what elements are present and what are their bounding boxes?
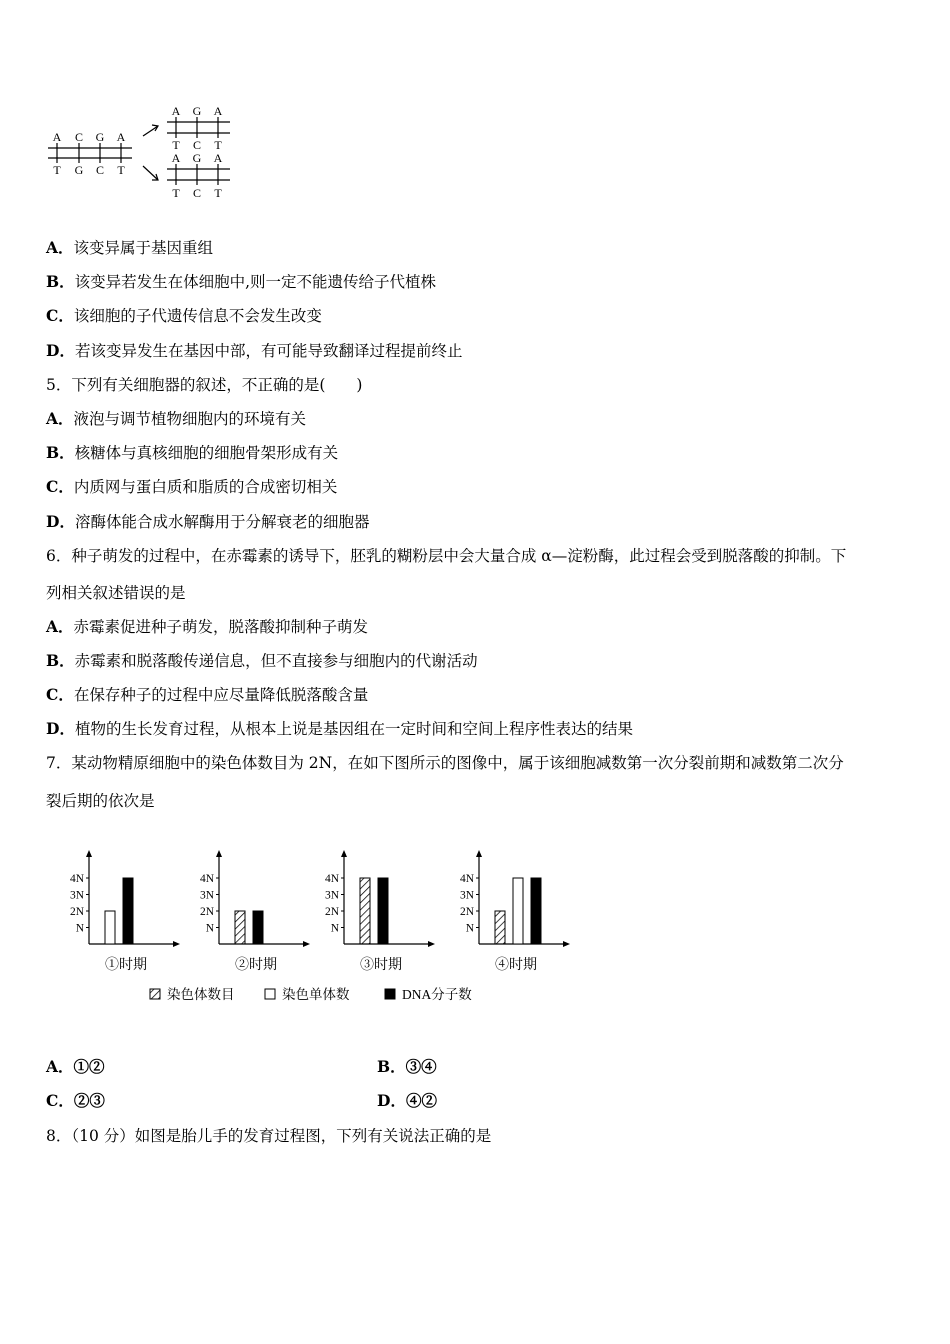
option-label: C．: [46, 685, 74, 704]
legend-swatch: [150, 989, 160, 999]
base-label: C: [192, 186, 202, 200]
y-tick-label: 2N: [199, 906, 214, 918]
legend-label: 染色单体数: [282, 987, 350, 1002]
bar-chromosome: [360, 878, 370, 944]
base-label: C: [95, 163, 105, 177]
x-axis-arrow: [303, 941, 310, 947]
option-label: C．: [46, 306, 74, 325]
option-label: B．: [46, 272, 75, 291]
y-axis-arrow: [86, 850, 92, 857]
base-label: G: [192, 151, 202, 165]
q7-bar-charts: [55, 840, 585, 1015]
option-text: 植物的生长发育过程，从根本上说是基因组在一定时间和空间上程序性表达的结果: [74, 720, 633, 738]
bar-dna: [531, 878, 541, 944]
option-text: 该细胞的子代遗传信息不会发生改变: [73, 307, 322, 325]
option-text: ③④: [405, 1057, 437, 1076]
q5-option-c[interactable]: [46, 475, 337, 497]
y-tick-label: N: [465, 922, 474, 935]
legend-item: [265, 986, 350, 1002]
x-axis-arrow: [173, 941, 180, 947]
q4-option-a[interactable]: [46, 236, 213, 258]
y-tick-label: 2N: [69, 906, 84, 918]
legend-label: 染色体数目: [167, 987, 235, 1002]
option-label: A．: [46, 238, 74, 257]
base-label: T: [214, 138, 222, 152]
option-label: B．: [46, 443, 75, 462]
panel-label: ①时期: [105, 958, 147, 973]
y-axis-arrow: [216, 850, 222, 857]
dna-mutation-figure: [40, 100, 240, 210]
q7-option-a[interactable]: [46, 1055, 105, 1077]
option-text: 液泡与调节植物细胞内的环境有关: [73, 410, 307, 428]
option-text: 核糖体与真核细胞的细胞骨架形成有关: [74, 444, 339, 462]
chart-panel: [460, 850, 570, 973]
q8-stem: 8．（10 分）如图是胎儿手的发育过程图，下列有关说法正确的是: [46, 1127, 492, 1145]
option-text: 该变异属于基因重组: [73, 239, 214, 257]
q5-option-a[interactable]: [46, 407, 306, 429]
option-text: ④②: [405, 1091, 437, 1110]
y-tick-label: N: [75, 922, 84, 935]
base-label: T: [172, 186, 180, 200]
q7-option-b[interactable]: [377, 1055, 437, 1077]
bar-dna: [123, 878, 133, 944]
option-label: D．: [377, 1091, 406, 1110]
bar-dna: [253, 911, 263, 944]
q6-option-a[interactable]: [46, 615, 368, 637]
y-axis-arrow: [341, 850, 347, 857]
option-text: 赤霉素和脱落酸传递信息，但不直接参与细胞内的代谢活动: [74, 652, 478, 670]
q7-option-d[interactable]: [377, 1089, 437, 1111]
base-label: T: [214, 186, 222, 200]
bar-chromatid: [513, 878, 523, 944]
base-label: A: [213, 104, 223, 118]
option-label: B．: [377, 1057, 406, 1076]
legend-label: DNA分子数: [402, 987, 472, 1002]
base-label: T: [117, 163, 125, 177]
y-tick-label: 4N: [199, 873, 214, 885]
bar-chromatid: [105, 911, 115, 944]
base-label: A: [213, 151, 223, 165]
y-tick-label: 4N: [459, 873, 474, 885]
option-label: C．: [46, 1091, 74, 1110]
bar-dna: [378, 878, 388, 944]
panel-label: ②时期: [235, 958, 277, 973]
q5-option-d[interactable]: [46, 510, 369, 532]
y-tick-label: 2N: [459, 906, 474, 918]
q7-stem-line1: 7．某动物精原细胞中的染色体数目为 2N，在如下图所示的图像中，属于该细胞减数第一次分裂前期和减数第二次分: [46, 754, 844, 772]
chart-panel: [70, 850, 180, 973]
base-label: A: [171, 104, 181, 118]
q7-stem-line2: 裂后期的依次是: [46, 792, 155, 810]
y-tick-label: N: [205, 922, 214, 935]
base-label: A: [52, 130, 62, 144]
legend-item: [385, 986, 472, 1002]
option-label: D．: [46, 719, 75, 738]
option-text: ②③: [73, 1091, 105, 1110]
base-label: T: [53, 163, 61, 177]
legend-swatch: [385, 989, 395, 999]
base-label: A: [116, 130, 126, 144]
x-axis-arrow: [428, 941, 435, 947]
base-label: G: [95, 130, 105, 144]
q5-stem: 5．下列有关细胞器的叙述，不正确的是( ): [46, 376, 363, 394]
y-tick-label: 2N: [324, 906, 339, 918]
option-text: 赤霉素促进种子萌发，脱落酸抑制种子萌发: [73, 618, 369, 636]
q4-option-b[interactable]: [46, 270, 436, 292]
base-label: G: [74, 163, 84, 177]
bar-chromosome: [495, 911, 505, 944]
q5-option-b[interactable]: [46, 441, 338, 463]
option-label: C．: [46, 477, 74, 496]
legend-swatch: [265, 989, 275, 999]
option-label: D．: [46, 512, 75, 531]
option-text: 该变异若发生在体细胞中,则一定不能遗传给子代植株: [74, 273, 437, 291]
option-label: A．: [46, 1057, 74, 1076]
bar-chromosome: [235, 911, 245, 944]
option-text: ①②: [73, 1057, 105, 1076]
base-label: A: [171, 151, 181, 165]
y-tick-label: 4N: [69, 873, 84, 885]
base-label: C: [74, 130, 84, 144]
q6-option-b[interactable]: [46, 649, 478, 671]
option-text: 在保存种子的过程中应尽量降低脱落酸含量: [73, 686, 369, 704]
y-axis-arrow: [476, 850, 482, 857]
chart-panel: [325, 850, 435, 973]
x-axis-arrow: [563, 941, 570, 947]
q4-option-d[interactable]: [46, 339, 462, 361]
q6-stem-line1: 6．种子萌发的过程中，在赤霉素的诱导下，胚乳的糊粉层中会大量合成 α—淀粉酶，此过程会受到脱落酸的抑制。下: [46, 547, 847, 565]
base-label: T: [172, 138, 180, 152]
q6-option-c[interactable]: [46, 683, 368, 705]
legend-item: [150, 986, 235, 1002]
q4-option-c[interactable]: [46, 304, 322, 326]
y-tick-label: 3N: [69, 889, 84, 902]
option-label: D．: [46, 341, 75, 360]
y-tick-label: 3N: [459, 889, 474, 902]
y-tick-label: 3N: [199, 889, 214, 902]
option-label: A．: [46, 409, 74, 428]
y-tick-label: 3N: [324, 889, 339, 902]
q7-option-c[interactable]: [46, 1089, 105, 1111]
q6-stem-line2: 列相关叙述错误的是: [46, 584, 186, 602]
option-label: A．: [46, 617, 74, 636]
panel-label: ④时期: [495, 958, 537, 973]
option-text: 内质网与蛋白质和脂质的合成密切相关: [73, 478, 338, 496]
y-tick-label: N: [330, 922, 339, 935]
option-text: 若该变异发生在基因中部，有可能导致翻译过程提前终止: [74, 342, 463, 360]
base-label: G: [192, 104, 202, 118]
option-label: B．: [46, 651, 75, 670]
base-label: C: [192, 138, 202, 152]
panel-label: ③时期: [360, 958, 402, 973]
option-text: 溶酶体能合成水解酶用于分解衰老的细胞器: [74, 513, 370, 531]
q6-option-d[interactable]: [46, 717, 633, 739]
chart-panel: [200, 850, 310, 973]
y-tick-label: 4N: [324, 873, 339, 885]
